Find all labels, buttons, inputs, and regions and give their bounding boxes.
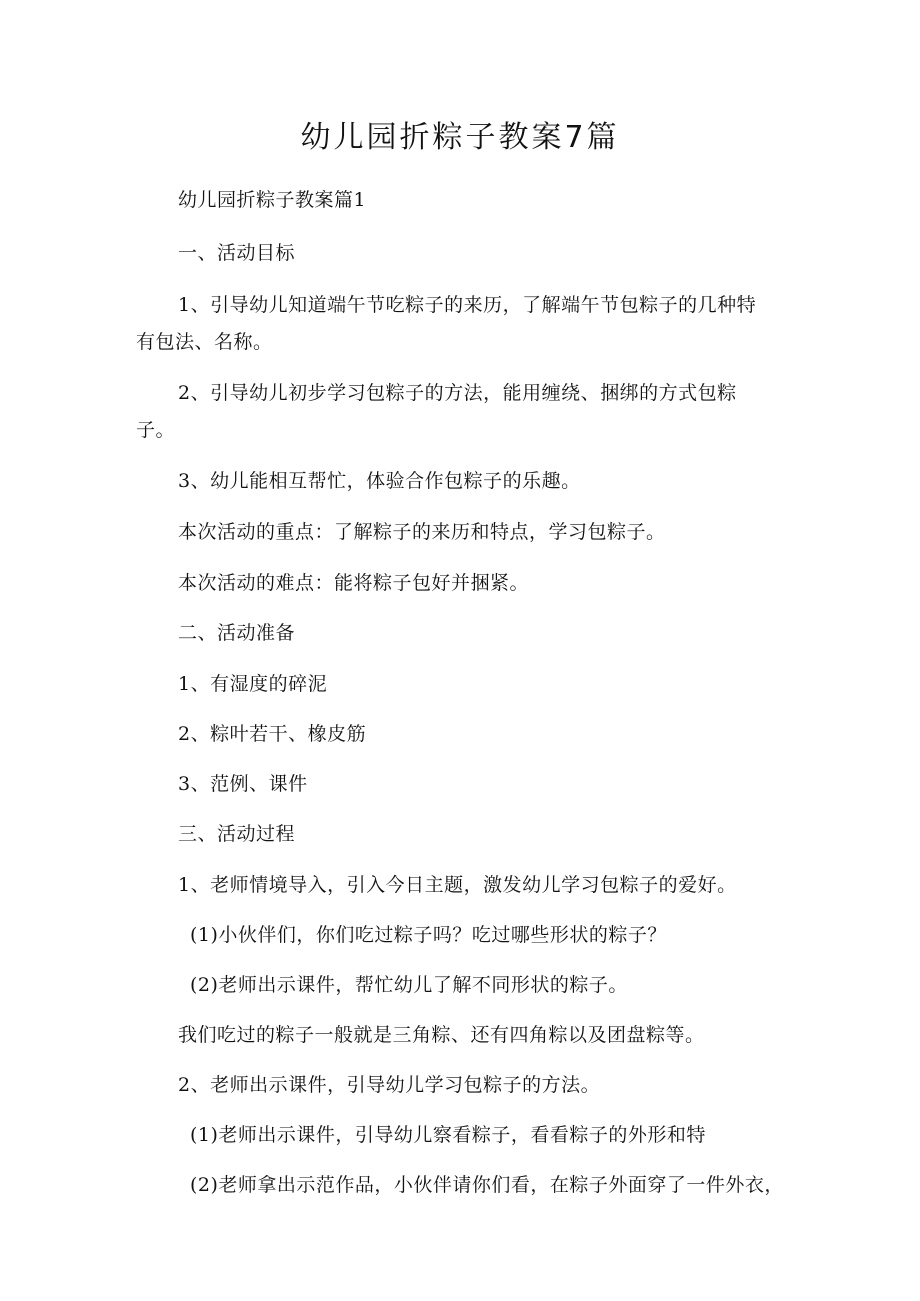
goal-2-line-1: 2、引导幼儿初步学习包粽子的方法，能用缠绕、捆绑的方式包粽: [178, 382, 737, 404]
heading-activity-goals: 一、活动目标: [178, 242, 296, 264]
goal-1-line-1: 1、引导幼儿知道端午节吃粽子的来历，了解端午节包粽子的几种特: [178, 294, 757, 316]
process-step-2-sub-1: (1)老师出示课件，引导幼儿察看粽子，看看粽子的外形和特: [190, 1124, 706, 1146]
key-point: 本次活动的重点：了解粽子的来历和特点，学习包粽子。: [178, 521, 666, 543]
prep-item-2: 2、粽叶若干、橡皮筋: [178, 723, 367, 745]
goal-2-line-2: 子。: [136, 419, 176, 441]
prep-item-3: 3、范例、课件: [178, 773, 308, 795]
prep-item-1: 1、有湿度的碎泥: [178, 673, 328, 695]
section-heading-part-1: 幼儿园折粽子教案篇1: [178, 189, 367, 211]
process-step-2-sub-2: (2)老师拿出示范作品，小伙伴请你们看，在粽子外面穿了一件外衣，: [190, 1174, 784, 1196]
process-step-2: 2、老师出示课件，引导幼儿学习包粽子的方法。: [178, 1074, 601, 1096]
goal-1-line-2: 有包法、名称。: [136, 331, 273, 353]
heading-activity-preparation: 二、活动准备: [178, 622, 296, 644]
process-step-1-sub-1: (1)小伙伴们，你们吃过粽子吗？吃过哪些形状的粽子？: [190, 924, 667, 946]
heading-activity-process: 三、活动过程: [178, 823, 296, 845]
goal-3: 3、幼儿能相互帮忙，体验合作包粽子的乐趣。: [178, 470, 581, 492]
process-step-1: 1、老师情境导入，引入今日主题，激发幼儿学习包粽子的爱好。: [178, 874, 737, 896]
zongzi-types: 我们吃过的粽子一般就是三角粽、还有四角粽以及团盘粽等。: [178, 1024, 705, 1046]
process-step-1-sub-2: (2)老师出示课件，帮忙幼儿了解不同形状的粽子。: [190, 974, 628, 996]
difficult-point: 本次活动的难点：能将粽子包好并捆紧。: [178, 572, 530, 594]
document-title: 幼儿园折粽子教案7篇: [300, 120, 620, 155]
